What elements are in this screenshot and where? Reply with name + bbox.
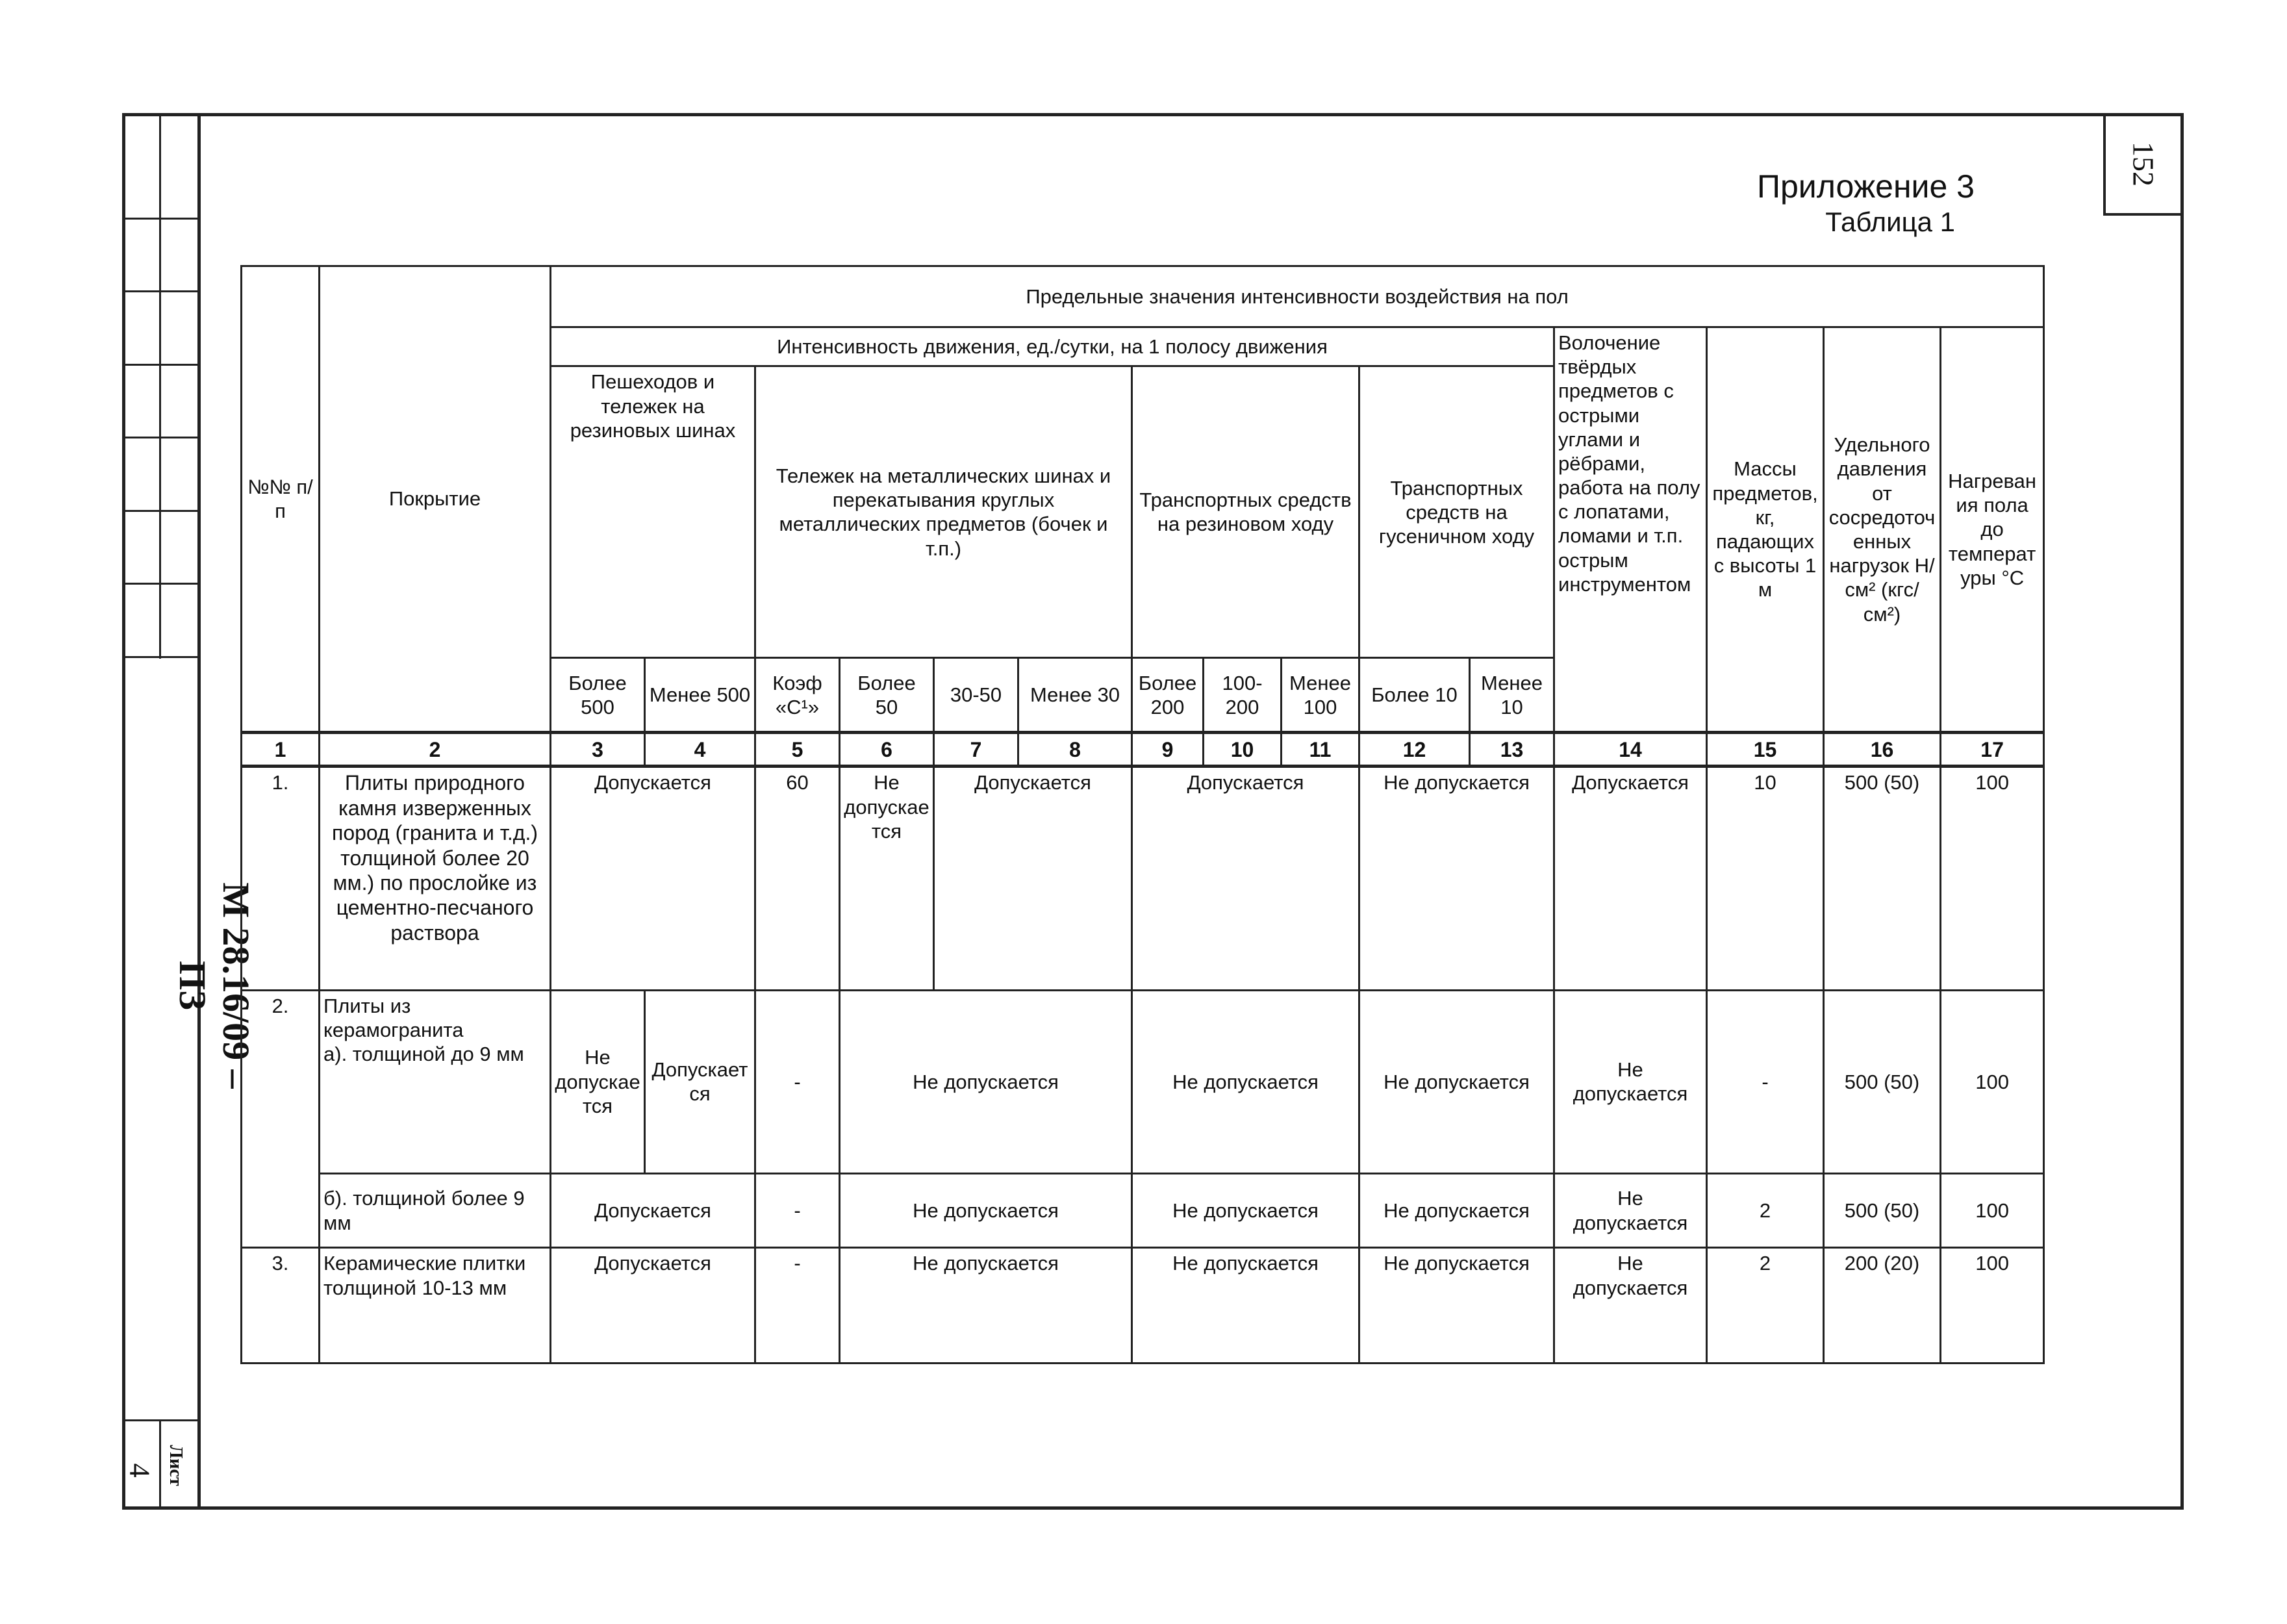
cell-value: 200 (20): [1824, 1248, 1941, 1364]
appendix-title: Приложение 3: [1757, 168, 1975, 205]
cover-name: Керамические плитки толщиной 10-13 мм: [320, 1248, 551, 1364]
cover-variant-b: б). толщиной более 9 мм: [320, 1173, 551, 1248]
cell-value: Не допускается: [840, 1248, 1132, 1364]
row-number: 1.: [242, 767, 320, 990]
col-number: 7: [934, 733, 1018, 767]
row-number: 2.: [242, 990, 320, 1248]
header-intensity: Интенсивность движения, ед./сутки, на 1 полосу движения: [551, 327, 1554, 366]
table-label: Таблица 1: [1825, 207, 1955, 237]
cell-value: -: [755, 990, 840, 1173]
cell-value: 100: [1941, 767, 2044, 990]
subheader-c11: Менее 100: [1282, 658, 1359, 733]
strip-divider: [122, 583, 201, 585]
col-number: 9: [1132, 733, 1204, 767]
subheader-c9: Более 200: [1132, 658, 1204, 733]
limits-table: [240, 265, 2045, 1364]
cell-value: Не допускается: [1132, 1248, 1359, 1364]
cell-value: -: [755, 1248, 840, 1364]
table-row: [242, 1248, 2044, 1364]
cell-value: -: [755, 1173, 840, 1248]
cover-title: Плиты из керамогранита: [323, 994, 464, 1041]
strip-divider: [159, 1419, 161, 1510]
cell-value: 500 (50): [1824, 1173, 1941, 1248]
page-number: 152: [2127, 142, 2160, 186]
col-number: 12: [1359, 733, 1470, 767]
header-dragging: Волочение твёрдых предметов с острыми углами и рёбрами, работа на полу с лопатами, ломами и т.п. острым инструментом: [1554, 327, 1707, 732]
col-number: 16: [1824, 733, 1941, 767]
col-number: 6: [840, 733, 934, 767]
cell-value: 10: [1707, 767, 1824, 990]
header-pedestrians: Пешеходов и тележек на резиновых шинах: [551, 366, 755, 658]
subheader-c4: Менее 500: [645, 658, 755, 733]
cell-value: Допускается: [551, 1173, 755, 1248]
cell-value: 500 (50): [1824, 990, 1941, 1173]
subheader-c12: Более 10: [1359, 658, 1470, 733]
cover-variant-a: а). толщиной до 9 мм: [323, 1043, 524, 1066]
col-number: 3: [551, 733, 645, 767]
header-limits: Предельные значения интенсивности воздействия на пол: [551, 266, 2044, 327]
cell-value: Не допускается: [1132, 990, 1359, 1173]
subheader-c3: Более 500: [551, 658, 645, 733]
cell-value: Не допускается: [1554, 990, 1707, 1173]
cell-value: Допускается: [1132, 767, 1359, 990]
document-code: М 28.16/09 – ПЗ: [171, 882, 257, 1089]
cell-value: Допускается: [1554, 767, 1707, 990]
strip-divider: [122, 218, 201, 220]
cell-value: -: [1707, 990, 1824, 1173]
cell-value: 100: [1941, 1248, 2044, 1364]
col-number: 4: [645, 733, 755, 767]
cell-value: Не допускается: [840, 1173, 1132, 1248]
col-number: 15: [1707, 733, 1824, 767]
cell-value: 60: [755, 767, 840, 990]
cover-name: [320, 990, 551, 1173]
cell-value: 100: [1941, 990, 2044, 1173]
cell-value: Допускается: [551, 1248, 755, 1364]
col-number: 17: [1941, 733, 2044, 767]
header-heating: Нагревания пола до температуры °С: [1941, 327, 2044, 732]
col-number: 8: [1018, 733, 1132, 767]
subheader-c8: Менее 30: [1018, 658, 1132, 733]
cell-value: Допускается: [934, 767, 1132, 990]
sheet-number: 4: [123, 1463, 156, 1478]
strip-divider: [122, 437, 201, 438]
col-number: 13: [1470, 733, 1554, 767]
cell-value: Допускается: [645, 990, 755, 1173]
subheader-c5: Коэф «С¹»: [755, 658, 840, 733]
cover-name: Плиты природного камня изверженных пород (гранита и т.д.) толщиной более 20 мм.) по прослойке из цементно-песчаного раствора: [320, 767, 551, 990]
table-row: [242, 1173, 2044, 1248]
strip-divider: [122, 364, 201, 366]
col-number: 10: [1204, 733, 1282, 767]
row-number: 3.: [242, 1248, 320, 1364]
cell-value: Не допускается: [1359, 990, 1554, 1173]
cell-value: Допускается: [551, 767, 755, 990]
table-row: [242, 767, 2044, 990]
strip-divider: [122, 510, 201, 512]
table-row: [242, 990, 2044, 1173]
col-number: 2: [320, 733, 551, 767]
subheader-c7: 30-50: [934, 658, 1018, 733]
header-track-vehicles: Транспортных средств на гусеничном ходу: [1359, 366, 1554, 658]
strip-divider: [122, 656, 201, 658]
cell-value: 2: [1707, 1173, 1824, 1248]
subheader-c10: 100-200: [1204, 658, 1282, 733]
strip-divider: [159, 113, 161, 659]
cell-value: Не допускается: [1132, 1173, 1359, 1248]
cell-value: Не допускается: [840, 990, 1132, 1173]
col-number: 5: [755, 733, 840, 767]
cell-value: 500 (50): [1824, 767, 1941, 990]
sheet-label: Лист: [166, 1445, 186, 1486]
header-num: №№ п/п: [242, 266, 320, 733]
binding-strip: [122, 113, 201, 1510]
col-number: 1: [242, 733, 320, 767]
header-falling-mass: Массы предметов, кг, падающих с высоты 1 м: [1707, 327, 1824, 732]
cell-value: Не допускается: [1359, 1173, 1554, 1248]
cell-value: 2: [1707, 1248, 1824, 1364]
header-pressure: Удельного давления от сосредоточенных нагрузок Н/см² (кгс/см²): [1824, 327, 1941, 732]
strip-divider: [122, 1419, 201, 1421]
cell-value: Не допускается: [551, 990, 645, 1173]
header-rubber-vehicles: Транспортных средств на резиновом ходу: [1132, 366, 1359, 658]
cell-value: Не допускается: [1554, 1173, 1707, 1248]
cell-value: Не допускается: [1554, 1248, 1707, 1364]
cell-value: Не допускается: [1359, 767, 1554, 990]
col-number: 11: [1282, 733, 1359, 767]
header-metal-carts: Тележек на металлических шинах и перекатывания круглых металлических предметов (бочек и т.п.): [755, 366, 1132, 658]
cell-value: Не допускается: [1359, 1248, 1554, 1364]
header-cover: Покрытие: [320, 266, 551, 733]
col-number: 14: [1554, 733, 1707, 767]
strip-divider: [122, 290, 201, 292]
cell-value: 100: [1941, 1173, 2044, 1248]
subheader-c6: Более 50: [840, 658, 934, 733]
subheader-c13: Менее 10: [1470, 658, 1554, 733]
cell-value: Не допускается: [840, 767, 934, 990]
